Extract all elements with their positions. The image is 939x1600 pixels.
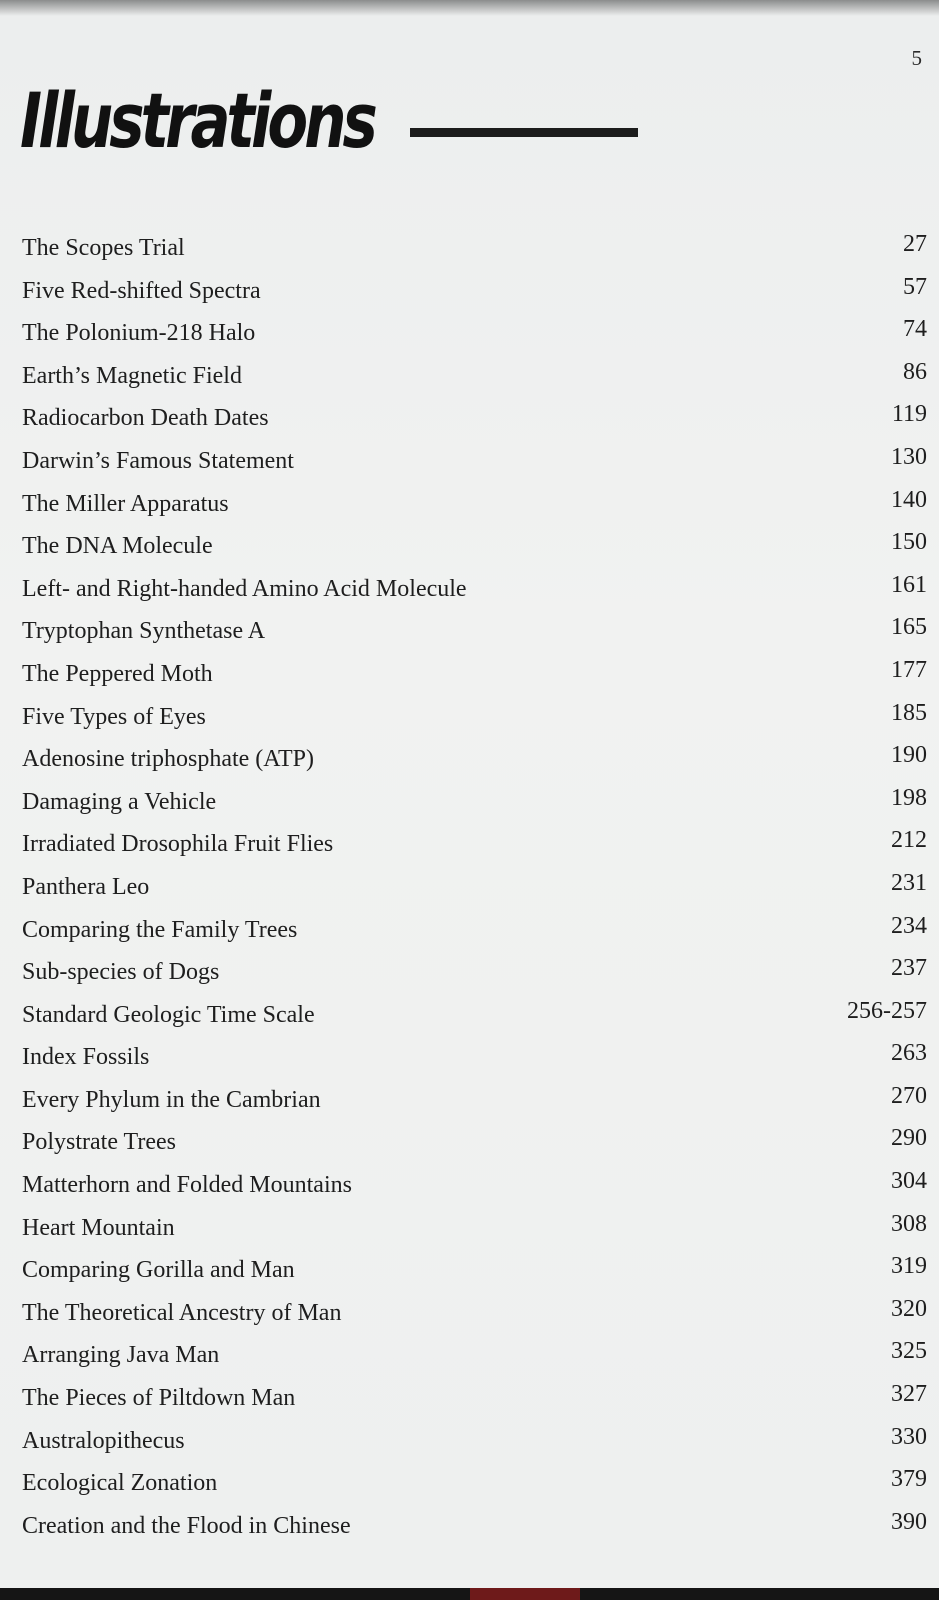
illustration-title: Radiocarbon Death Dates bbox=[22, 405, 269, 432]
illustration-title: Panthera Leo bbox=[22, 873, 150, 900]
illustration-title: The Miller Apparatus bbox=[22, 490, 229, 517]
list-item bbox=[22, 997, 927, 1040]
illustration-page-number: 308 bbox=[891, 1210, 927, 1237]
illustration-title: The Theoretical Ancestry of Man bbox=[22, 1299, 342, 1326]
page-bottom-edge bbox=[0, 1588, 939, 1600]
illustration-page-number: 330 bbox=[891, 1423, 927, 1450]
illustration-page-number: 390 bbox=[891, 1508, 927, 1535]
list-item bbox=[22, 1465, 927, 1508]
list-item bbox=[22, 1423, 927, 1466]
illustration-title: The DNA Molecule bbox=[22, 533, 213, 560]
list-item bbox=[22, 443, 927, 486]
list-item bbox=[22, 315, 927, 358]
illustration-page-number: 177 bbox=[891, 656, 927, 683]
list-item bbox=[22, 400, 927, 443]
illustration-title: Earth’s Magnetic Field bbox=[22, 362, 242, 389]
illustration-page-number: 256-257 bbox=[847, 997, 927, 1024]
list-item bbox=[22, 1167, 927, 1210]
illustration-page-number: 231 bbox=[891, 869, 927, 896]
illustration-page-number: 161 bbox=[891, 571, 927, 598]
illustration-title: Left- and Right-handed Amino Acid Molecule bbox=[22, 575, 467, 602]
illustration-title: Sub-species of Dogs bbox=[22, 959, 220, 986]
illustration-page-number: 234 bbox=[891, 912, 927, 939]
illustration-title: Matterhorn and Folded Mountains bbox=[22, 1172, 352, 1199]
illustration-title: Australopithecus bbox=[22, 1427, 185, 1454]
illustration-title: Comparing the Family Trees bbox=[22, 916, 298, 943]
illustration-page-number: 150 bbox=[891, 529, 927, 556]
list-item bbox=[22, 1210, 927, 1253]
illustration-title: Creation and the Flood in Chinese bbox=[22, 1512, 351, 1539]
list-item bbox=[22, 784, 927, 827]
page-top-shadow bbox=[0, 0, 939, 16]
illustration-title: The Polonium-218 Halo bbox=[22, 320, 256, 347]
book-edge-red-strip bbox=[470, 1588, 580, 1600]
list-item bbox=[22, 826, 927, 869]
illustration-title: Heart Mountain bbox=[22, 1214, 175, 1241]
page-number: 5 bbox=[911, 46, 922, 70]
list-item bbox=[22, 273, 927, 316]
list-item bbox=[22, 358, 927, 401]
list-item bbox=[22, 954, 927, 997]
illustration-title: Every Phylum in the Cambrian bbox=[22, 1086, 321, 1113]
illustration-title: Darwin’s Famous Statement bbox=[22, 447, 294, 474]
list-item bbox=[22, 869, 927, 912]
list-item bbox=[22, 1252, 927, 1295]
illustration-page-number: 319 bbox=[891, 1253, 927, 1280]
illustration-title: Polystrate Trees bbox=[22, 1129, 177, 1156]
illustration-page-number: 270 bbox=[891, 1082, 927, 1109]
list-item bbox=[22, 656, 927, 699]
illustration-page-number: 185 bbox=[891, 699, 927, 726]
illustration-title: Five Red-shifted Spectra bbox=[22, 277, 261, 304]
illustration-title: Tryptophan Synthetase A bbox=[22, 618, 266, 645]
illustration-title: Ecological Zonation bbox=[22, 1470, 218, 1497]
list-item bbox=[22, 1380, 927, 1423]
illustration-page-number: 212 bbox=[891, 827, 927, 854]
list-item bbox=[22, 528, 927, 571]
illustration-title: Arranging Java Man bbox=[22, 1342, 220, 1369]
list-item bbox=[22, 1124, 927, 1167]
illustration-page-number: 237 bbox=[891, 955, 927, 982]
list-item bbox=[22, 486, 927, 529]
list-item bbox=[22, 912, 927, 955]
illustration-page-number: 119 bbox=[891, 401, 927, 428]
list-item bbox=[22, 571, 927, 614]
illustration-page-number: 130 bbox=[891, 443, 927, 470]
list-item bbox=[22, 1039, 927, 1082]
illustration-page-number: 74 bbox=[903, 316, 927, 343]
title-rule bbox=[410, 128, 638, 137]
illustration-page-number: 27 bbox=[903, 231, 927, 257]
illustration-title: Comparing Gorilla and Man bbox=[22, 1257, 295, 1284]
illustration-page-number: 140 bbox=[891, 486, 927, 513]
illustration-title: Damaging a Vehicle bbox=[22, 788, 217, 815]
list-item bbox=[22, 1508, 927, 1551]
list-item bbox=[22, 613, 927, 656]
illustration-page-number: 198 bbox=[891, 784, 927, 811]
illustration-page-number: 57 bbox=[903, 273, 927, 300]
illustration-title: Adenosine triphosphate (ATP) bbox=[22, 746, 314, 773]
list-item bbox=[22, 699, 927, 742]
illustration-title: Irradiated Drosophila Fruit Flies bbox=[22, 831, 334, 858]
illustration-page-number: 379 bbox=[891, 1466, 927, 1493]
list-item bbox=[22, 1295, 927, 1338]
list-item bbox=[22, 741, 927, 784]
illustration-page-number: 263 bbox=[891, 1040, 927, 1067]
illustration-title: Standard Geologic Time Scale bbox=[22, 1001, 315, 1028]
illustration-page-number: 165 bbox=[891, 614, 927, 641]
illustration-title: Five Types of Eyes bbox=[22, 703, 206, 730]
list-item bbox=[22, 1337, 927, 1380]
illustration-page-number: 190 bbox=[891, 742, 927, 769]
illustration-page-number: 304 bbox=[891, 1168, 927, 1195]
illustration-page-number: 327 bbox=[891, 1381, 927, 1408]
illustration-title: Index Fossils bbox=[22, 1044, 150, 1071]
illustration-page-number: 290 bbox=[891, 1125, 927, 1152]
list-item bbox=[22, 230, 927, 273]
illustration-page-number: 320 bbox=[891, 1295, 927, 1322]
illustrations-list bbox=[22, 230, 927, 1550]
illustration-page-number: 325 bbox=[891, 1338, 927, 1365]
illustration-page-number: 86 bbox=[903, 358, 927, 385]
illustration-title: The Pieces of Piltdown Man bbox=[22, 1385, 296, 1412]
list-item bbox=[22, 1082, 927, 1125]
illustration-title: The Scopes Trial bbox=[22, 235, 185, 261]
illustration-title: The Peppered Moth bbox=[22, 660, 213, 687]
page-title: Illustrations bbox=[20, 76, 374, 165]
